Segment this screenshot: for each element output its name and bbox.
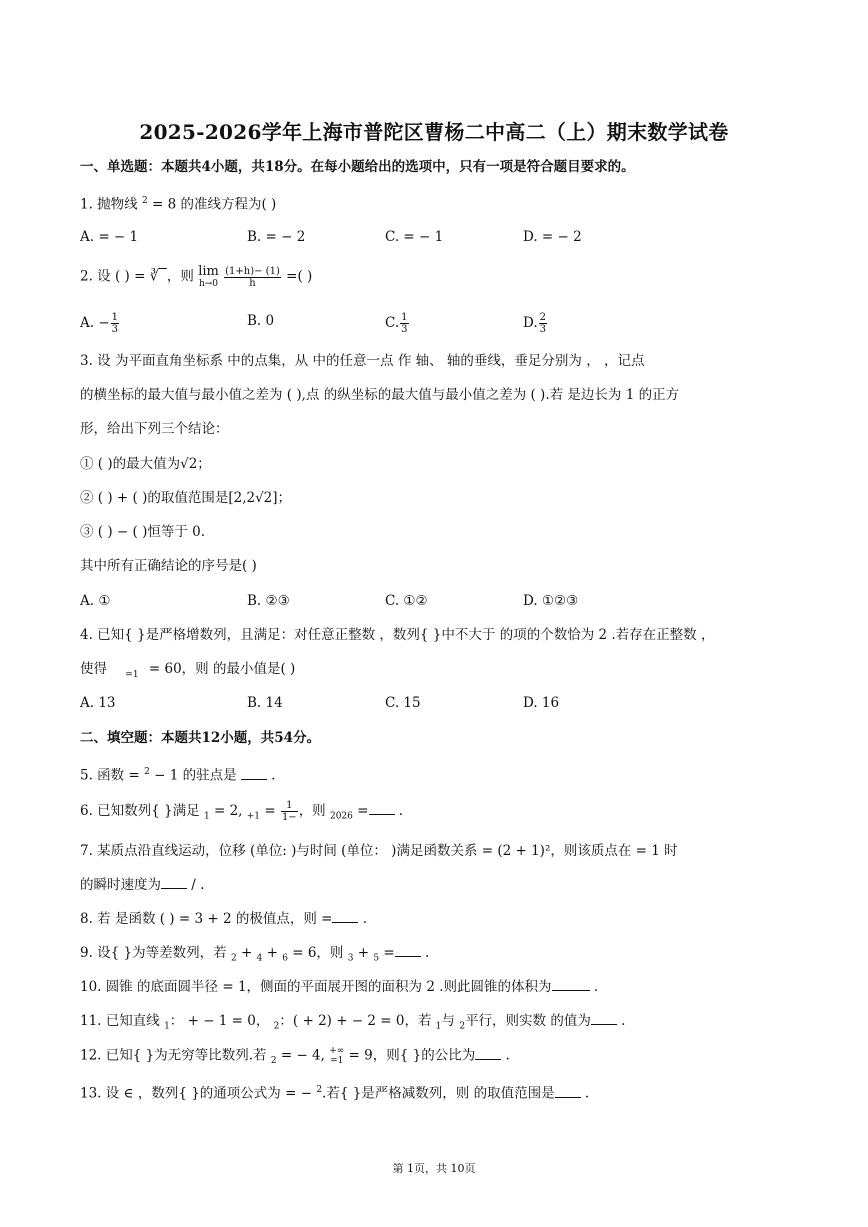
question-8: 8. 若 是函数 ( ) = 3 + 2 的极值点，则 = .	[80, 911, 368, 927]
question-1-stem	[80, 192, 276, 214]
q4-line-2: 使得 $_{=1}$ = 60，则 的最小值是( )	[80, 661, 296, 680]
q2-stem-a: 2. 设 ( ) =	[80, 268, 150, 285]
q4-sum-index: =1	[125, 669, 139, 680]
page-title: 2025-2026学年上海市普陀区曹杨二中高二（上）期末数学试卷	[139, 120, 729, 144]
answer-blank	[591, 1012, 617, 1025]
q3-option-c: C. ①②	[385, 593, 428, 609]
q1-option-c: C. = − 1	[385, 229, 444, 245]
answer-blank	[161, 876, 187, 889]
q1-stem-c: = 8 的准线方程为( )	[152, 196, 277, 213]
answer-blank	[395, 944, 421, 957]
question-13: 13. 设 ∈ ，数列{ }的通项公式为 = − $^2$.若{ }是严格减数列，则 的取值范围是 .	[80, 1085, 590, 1102]
answer-blank	[369, 802, 395, 815]
q2-stem-b: ，则	[166, 268, 194, 285]
question-6: 6. 已知数列{ }满足 $_1$ = 2, $_{+1}$ = $\frac{1}{1-}$ ，则 $_{2026}$ = .	[80, 800, 404, 823]
q4-line-1: 4. 已知{ }是严格增数列，且满足：对任意正整数 ，数列{ }中不大于 的项的个数恰为 2 .若存在正整数 ，	[80, 627, 715, 643]
q1-exponent: 2	[141, 196, 148, 206]
q3-line-3: 形，给出下列三个结论：	[80, 421, 229, 437]
answer-blank	[332, 910, 358, 923]
q3-option-d: D. ①②③	[523, 593, 579, 609]
q1-option-d: D. = − 2	[523, 229, 582, 245]
q1-stem-a: 1. 抛物线	[80, 196, 138, 213]
q2-option-d: D. $\frac{2}{3}$	[523, 312, 547, 335]
q3-conclusion-2: ② ( ) + ( )的取值范围是[2,2√2]；	[80, 490, 292, 506]
q7-line-2: 的瞬时速度为 / .	[80, 877, 205, 893]
q7-line-1: 7. 某质点沿直线运动，位移 (单位: )与时间 (单位： )满足函数关系 = (2 + 1)²，则该质点在 = 1 时	[80, 843, 678, 859]
q4-option-c: C. 15	[385, 695, 421, 711]
question-10: 10. 圆锥 的底面圆半径 = 1，侧面的平面展开图的面积为 2 .则此圆锥的体积为 .	[80, 979, 599, 995]
q2-option-a: A. − $\frac{1}{3}$	[80, 312, 119, 335]
q3-line-1: 3. 设 为平面直角坐标系 中的点集，从 中的任意一点 作 轴、 轴的垂线，垂足分别为 ， ，记点	[80, 353, 645, 369]
q2-limit: lim h→0	[198, 264, 219, 289]
answer-blank	[552, 978, 590, 991]
question-12: 12. 已知{ }为无穷等比数列.若 $_2$ = − 4, +∞ =1 = 9，则{ }的公比为 .	[80, 1046, 510, 1067]
q3-ask: 其中所有正确结论的序号是( )	[80, 558, 257, 574]
q3-option-a: A. ①	[80, 593, 111, 609]
q3-conclusion-3: ③ ( ) − ( )恒等于 0.	[80, 524, 206, 540]
q3-line-2: 的横坐标的最大值与最小值之差为 ( ),点 的纵坐标的最大值与最小值之差为 ( ).若 是边长为 1 的正方	[80, 387, 680, 403]
page-footer: 第 1页，共 10页	[392, 1162, 476, 1175]
q4-option-a: A. 13	[80, 695, 116, 711]
answer-blank	[241, 767, 267, 780]
q3-conclusion-1: ① ( )的最大值为√2；	[80, 456, 211, 472]
q1-option-b: B. = − 2	[247, 229, 306, 245]
q2-stem-c: =( )	[286, 268, 313, 285]
section-heading-fill-in: 二、填空题：本题共12小题，共54分。	[80, 730, 321, 746]
question-5: 5. 函数 = $^2$ − 1 的驻点是 .	[80, 767, 276, 784]
answer-blank	[555, 1085, 581, 1098]
question-11: 11. 已知直线 $_1$： + − 1 = 0， $_2$：( + 2) + − 2 = 0，若 $_1$与 $_2$平行，则实数 的值为 .	[80, 1013, 626, 1032]
q12-sum-symbol: +∞ =1	[329, 1046, 345, 1066]
q3-option-b: B. ②③	[247, 593, 290, 609]
section-heading-single-choice: 一、单选题：本题共4小题，共18分。在每小题给出的选项中，只有一项是符合题目要求的。	[80, 159, 635, 175]
q4-option-b: B. 14	[247, 695, 283, 711]
q2-option-b: B. 0	[247, 313, 275, 329]
q2-cube-root: ∛	[149, 268, 159, 285]
q1-option-a: A. = − 1	[80, 229, 139, 245]
answer-blank	[475, 1047, 501, 1060]
q4-option-d: D. 16	[523, 695, 560, 711]
question-9: 9. 设{ }为等差数列，若 $_2$ + $_4$ + $_6$ = 6，则 $_3$ + $_5$ = .	[80, 945, 430, 964]
q2-option-c: C. $\frac{1}{3}$	[385, 312, 408, 335]
question-2-stem	[80, 265, 312, 289]
q2-difference-quotient: $\frac{(1+h)- (1)}{h}$	[225, 265, 280, 289]
